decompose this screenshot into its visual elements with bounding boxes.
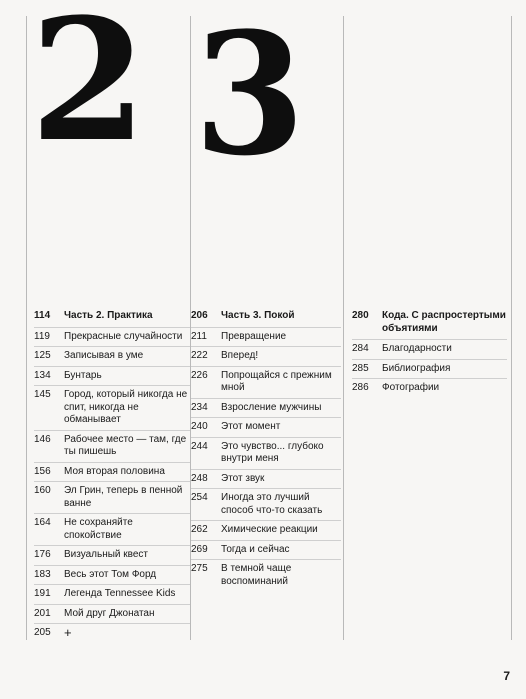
toc-entry[interactable] <box>191 520 341 540</box>
toc-entry[interactable] <box>191 327 341 347</box>
chapter-title: Легенда Tennessee Kids <box>64 588 176 599</box>
toc-entry[interactable] <box>191 559 341 591</box>
toc-entry[interactable] <box>34 481 190 513</box>
page-ref: 240 <box>191 421 208 432</box>
toc-entry[interactable] <box>191 540 341 560</box>
toc-entry[interactable] <box>34 385 190 430</box>
page-ref: 160 <box>34 485 51 496</box>
toc-entry[interactable] <box>352 339 507 359</box>
chapter-title: Город, который никогда не спит, никогда не обманывает <box>64 389 188 425</box>
page-ref: 145 <box>34 389 51 400</box>
toc-entry[interactable] <box>34 604 190 624</box>
page-ref: 125 <box>34 350 51 361</box>
page-ref: 286 <box>352 382 369 393</box>
page-ref: 275 <box>191 563 208 574</box>
page-ref: 248 <box>191 472 208 484</box>
page-ref: 226 <box>191 369 208 381</box>
chapter-title: Иногда это лучший способ что-то сказать <box>221 492 323 516</box>
column-rule <box>511 16 512 640</box>
page-number: 7 <box>503 669 510 683</box>
plus-icon: + <box>64 625 72 640</box>
big-numeral-two: 2 <box>30 0 143 179</box>
chapter-title: Этот звук <box>221 472 265 484</box>
part-title: Часть 3. Покой <box>221 310 295 321</box>
page-ref: 183 <box>34 568 51 580</box>
page-ref: 262 <box>191 524 208 535</box>
toc-entry[interactable] <box>34 430 190 462</box>
toc-entry[interactable] <box>34 584 190 604</box>
toc-entry[interactable] <box>34 366 190 386</box>
toc-entry[interactable] <box>34 565 190 585</box>
page-ref: 134 <box>34 369 51 381</box>
page-ref: 176 <box>34 549 51 560</box>
page-ref: 156 <box>34 465 51 477</box>
toc-entry[interactable] <box>191 469 341 489</box>
toc-entry[interactable] <box>191 346 341 366</box>
chapter-title: Благодарности <box>382 343 452 354</box>
page-ref: 285 <box>352 362 369 374</box>
toc-column-part-3 <box>191 310 341 591</box>
page-ref: 211 <box>191 330 207 342</box>
page-ref: 114 <box>34 310 51 321</box>
page-ref: 284 <box>352 343 369 354</box>
chapter-title: В темной чаще воспоминаний <box>221 563 292 587</box>
chapter-title: Бунтарь <box>64 369 102 381</box>
chapter-title: Рабочее место — там, где ты пишешь <box>64 433 187 457</box>
toc-entry[interactable] <box>191 417 341 437</box>
toc-entry[interactable] <box>34 462 190 482</box>
toc-column-part-2 <box>34 310 190 643</box>
chapter-title: Записывая в уме <box>64 350 144 361</box>
part-title: Кода. С распростертыми объятиями <box>382 310 506 334</box>
toc-entry[interactable] <box>191 488 341 520</box>
toc-entry[interactable] <box>352 359 507 379</box>
chapter-title: Это чувство... глубоко внутри меня <box>221 440 324 464</box>
page-ref: 164 <box>34 517 51 528</box>
chapter-title: Визуальный квест <box>64 549 149 560</box>
chapter-title: Моя вторая половина <box>64 465 165 477</box>
toc-entry[interactable] <box>34 545 190 565</box>
chapter-title: Попрощайся с прежним мной <box>221 369 332 393</box>
part-heading[interactable] <box>34 310 190 327</box>
page-ref: 244 <box>191 440 208 452</box>
toc-entry[interactable] <box>34 623 190 643</box>
page-ref: 222 <box>191 350 208 361</box>
chapter-title: Прекрасные случайности <box>64 330 183 342</box>
chapter-title: Фотографии <box>382 382 440 393</box>
page-ref: 234 <box>191 401 208 413</box>
toc-column-coda <box>352 310 507 398</box>
part-heading[interactable] <box>352 310 507 339</box>
page-ref: 206 <box>191 310 208 321</box>
toc-entry[interactable] <box>34 346 190 366</box>
chapter-title: Не сохраняйте спокойствие <box>64 517 133 541</box>
chapter-title: Весь этот Том Форд <box>64 568 157 580</box>
chapter-title: Мой друг Джонатан <box>64 607 155 619</box>
big-numeral-three: 3 <box>194 0 306 193</box>
toc-entry[interactable] <box>191 366 341 398</box>
part-heading[interactable] <box>191 310 341 327</box>
page-ref: 146 <box>34 433 51 445</box>
chapter-title: Химические реакции <box>221 524 318 535</box>
chapter-title: Превращение <box>221 330 287 342</box>
chapter-title: Вперед! <box>221 350 259 361</box>
chapter-title: Этот момент <box>221 421 281 432</box>
part-title: Часть 2. Практика <box>64 310 153 321</box>
chapter-title: Библиография <box>382 362 451 374</box>
chapter-title: Взросление мужчины <box>221 401 322 413</box>
toc-entry[interactable] <box>352 378 507 398</box>
toc-entry[interactable] <box>34 513 190 545</box>
page-ref: 269 <box>191 543 208 555</box>
toc-entry[interactable] <box>191 437 341 469</box>
toc-entry[interactable] <box>34 327 190 347</box>
page-ref: 119 <box>34 330 50 342</box>
page-ref: 191 <box>34 588 51 599</box>
column-rule <box>26 16 27 640</box>
chapter-title: Эл Грин, теперь в пенной ванне <box>64 485 183 509</box>
page-ref: 205 <box>34 627 51 638</box>
page-ref: 254 <box>191 492 208 503</box>
column-rule <box>343 16 344 640</box>
chapter-title: Тогда и сейчас <box>221 543 290 555</box>
page-ref: 201 <box>34 607 51 619</box>
page-ref: 280 <box>352 310 369 321</box>
toc-entry[interactable] <box>191 398 341 418</box>
